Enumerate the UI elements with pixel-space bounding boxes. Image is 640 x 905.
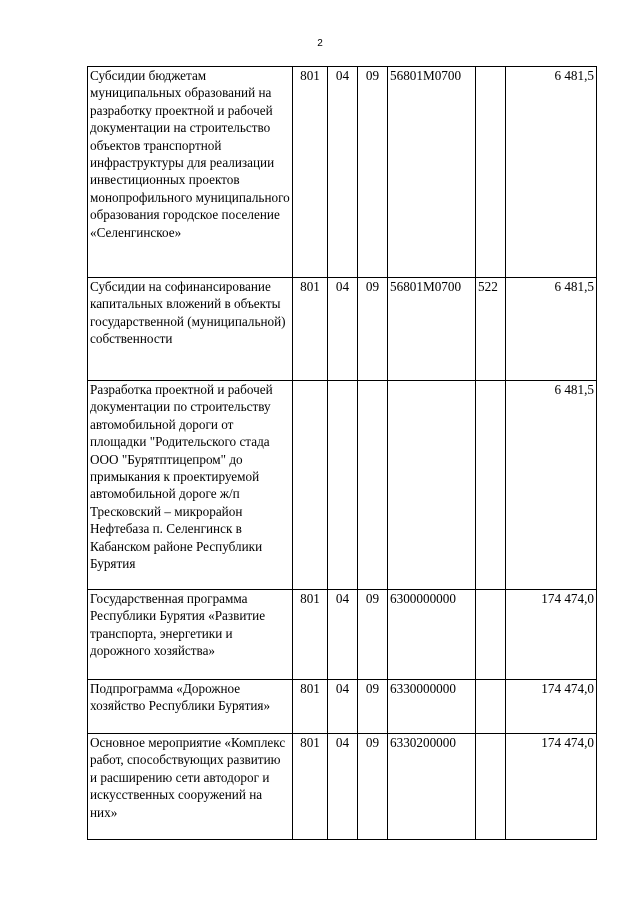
table-row <box>88 381 597 590</box>
subsection-code-cell: 09 <box>358 734 388 840</box>
amount-cell: 6 481,5 <box>506 381 597 590</box>
subsection-code-cell <box>358 381 388 590</box>
section-code-cell: 04 <box>328 590 358 680</box>
table-row <box>88 590 597 680</box>
target-item-cell <box>388 381 476 590</box>
ministry-code-cell: 801 <box>293 278 328 381</box>
table-row <box>88 278 597 381</box>
amount-cell: 6 481,5 <box>506 67 597 278</box>
budget-table <box>87 66 597 840</box>
table-row <box>88 734 597 840</box>
section-code-cell: 04 <box>328 67 358 278</box>
ministry-code-cell <box>293 381 328 590</box>
section-code-cell <box>328 381 358 590</box>
target-item-cell: 56801M0700 <box>388 67 476 278</box>
section-code-cell: 04 <box>328 734 358 840</box>
expense-type-cell <box>476 590 506 680</box>
target-item-cell: 6330200000 <box>388 734 476 840</box>
page-number: 2 <box>317 38 323 49</box>
table-row <box>88 680 597 734</box>
target-item-cell: 6300000000 <box>388 590 476 680</box>
subsection-code-cell: 09 <box>358 278 388 381</box>
ministry-code-cell: 801 <box>293 590 328 680</box>
expense-type-cell <box>476 381 506 590</box>
expense-type-cell <box>476 680 506 734</box>
target-item-cell: 6330000000 <box>388 680 476 734</box>
target-item-cell: 56801M0700 <box>388 278 476 381</box>
expense-type-cell <box>476 734 506 840</box>
amount-cell: 174 474,0 <box>506 680 597 734</box>
subsection-code-cell: 09 <box>358 67 388 278</box>
ministry-code-cell: 801 <box>293 734 328 840</box>
row-name-cell: Субсидии бюджетам муниципальных образований на разработку проектной и рабочей документации на строительство объектов транспортной инфраструктуры для реализации инвестиционных проектов монопрофильного муниципального образования городское поселение «Селенгинское» <box>88 67 293 278</box>
row-name-cell: Основное мероприятие «Комплекс работ, способствующих развитию и расширению сети автодорог и искусственных сооружений на них» <box>88 734 293 840</box>
row-name-cell: Подпрограмма «Дорожное хозяйство Республики Бурятия» <box>88 680 293 734</box>
table-row <box>88 67 597 278</box>
amount-cell: 174 474,0 <box>506 734 597 840</box>
amount-cell: 174 474,0 <box>506 590 597 680</box>
expense-type-cell: 522 <box>476 278 506 381</box>
ministry-code-cell: 801 <box>293 67 328 278</box>
row-name-cell: Субсидии на софинансирование капитальных вложений в объекты государственной (муниципальной) собственности <box>88 278 293 381</box>
expense-type-cell <box>476 67 506 278</box>
subsection-code-cell: 09 <box>358 680 388 734</box>
section-code-cell: 04 <box>328 278 358 381</box>
subsection-code-cell: 09 <box>358 590 388 680</box>
amount-cell: 6 481,5 <box>506 278 597 381</box>
row-name-cell: Разработка проектной и рабочей документации по строительству автомобильной дороги от площадки "Родительского стада ООО "Бурятптицепром" до примыкания к проектируемой автомобильной дороге ж/п Тресковский – микрорайон Нефтебаза п. Селенгинск в Кабанском районе Республики Бурятия <box>88 381 293 590</box>
row-name-cell: Государственная программа Республики Бурятия «Развитие транспорта, энергетики и дорожного хозяйства» <box>88 590 293 680</box>
section-code-cell: 04 <box>328 680 358 734</box>
ministry-code-cell: 801 <box>293 680 328 734</box>
